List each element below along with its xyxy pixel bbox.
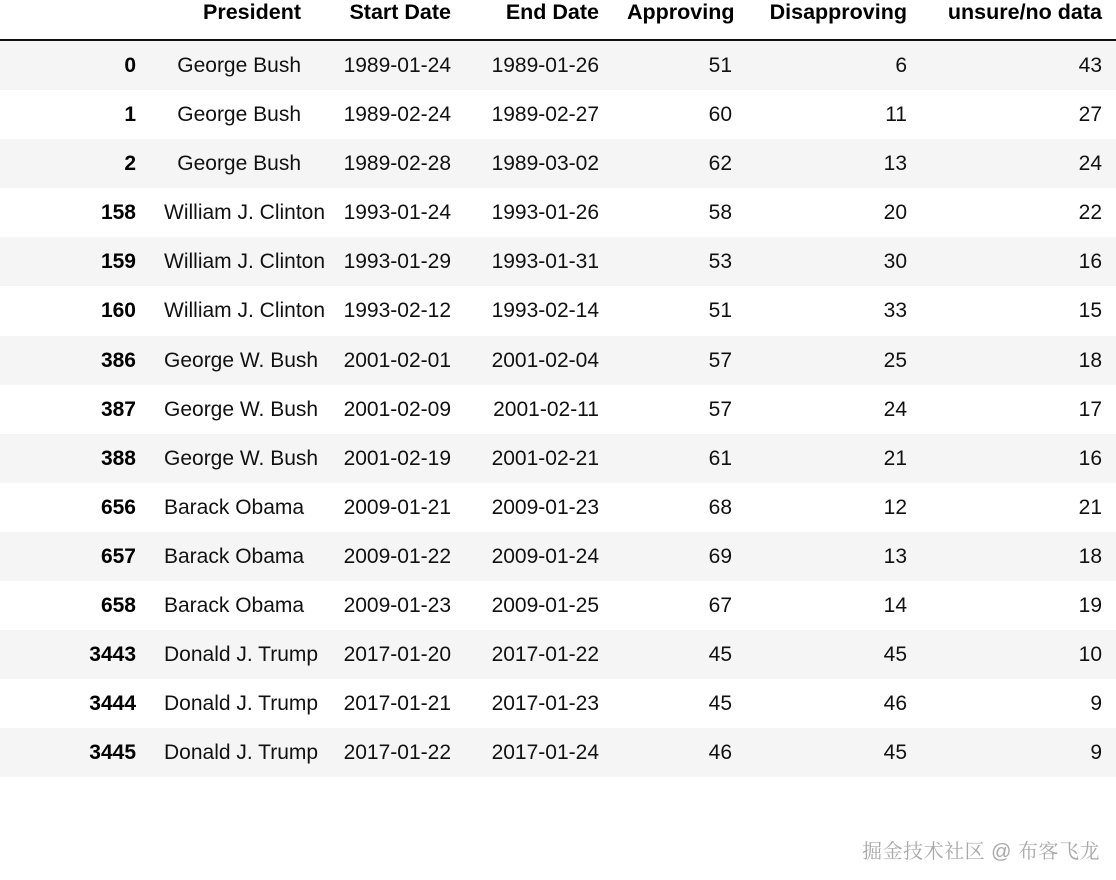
cell-disapproving: 12 <box>883 495 907 519</box>
table-body <box>0 40 1116 777</box>
cell-unsure: 9 <box>1090 741 1102 765</box>
cell-unsure: 16 <box>1078 250 1102 274</box>
cell-end-date: 1989-01-26 <box>491 54 599 77</box>
cell-start-date: 1993-01-29 <box>343 250 451 274</box>
table-header-row <box>0 0 1116 40</box>
cell-disapproving: 11 <box>885 103 907 127</box>
table-row <box>0 237 1116 286</box>
table-row <box>0 532 1116 581</box>
cell-start-date: 2017-01-21 <box>343 692 451 716</box>
cell-disapproving: 13 <box>883 544 907 568</box>
cell-approving: 61 <box>708 446 732 470</box>
cell-start-date: 2009-01-22 <box>343 544 451 568</box>
table-row <box>0 679 1116 728</box>
table-row <box>0 336 1116 385</box>
cell-start-date: 2017-01-22 <box>343 741 451 765</box>
cell-approving: 57 <box>708 348 732 372</box>
cell-disapproving: 13 <box>883 152 907 176</box>
cell-approving: 53 <box>708 250 732 274</box>
cell-disapproving: 46 <box>883 692 907 716</box>
table-row <box>0 581 1116 630</box>
column-header-start-date: Start Date <box>315 0 465 40</box>
cell-start-date: 2017-01-20 <box>343 643 451 667</box>
cell-unsure: 43 <box>1078 54 1102 77</box>
cell-president: Donald J. Trump <box>164 741 319 765</box>
table-row <box>0 483 1116 532</box>
cell-index: 3445 <box>89 741 136 765</box>
cell-start-date: 2001-02-09 <box>343 397 451 421</box>
cell-end-date: 1993-01-26 <box>491 201 599 225</box>
cell-disapproving: 45 <box>883 643 907 667</box>
table-row <box>0 728 1116 777</box>
cell-unsure: 19 <box>1078 594 1102 618</box>
cell-unsure: 24 <box>1078 152 1102 176</box>
cell-index: 387 <box>100 397 136 421</box>
cell-unsure: 18 <box>1078 348 1102 372</box>
cell-disapproving: 21 <box>883 446 907 470</box>
cell-index: 158 <box>100 201 136 225</box>
cell-unsure: 18 <box>1078 544 1102 568</box>
cell-unsure: 17 <box>1078 397 1102 421</box>
cell-index: 160 <box>100 299 136 323</box>
cell-end-date: 2017-01-23 <box>491 692 599 716</box>
cell-approving: 60 <box>708 103 732 127</box>
cell-start-date: 1993-01-24 <box>343 201 451 225</box>
cell-approving: 62 <box>708 152 732 176</box>
cell-disapproving: 25 <box>883 348 907 372</box>
cell-disapproving: 24 <box>883 397 907 421</box>
cell-end-date: 1993-01-31 <box>491 250 599 274</box>
cell-president: George Bush <box>177 103 301 127</box>
column-header-approving: Approving <box>613 0 746 40</box>
column-header-unsure: unsure/no data <box>921 0 1116 40</box>
cell-approving: 58 <box>708 201 732 225</box>
cell-start-date: 2001-02-01 <box>343 348 451 372</box>
table-row <box>0 139 1116 188</box>
table-row <box>0 286 1116 335</box>
cell-index: 657 <box>100 544 136 568</box>
cell-president: George W. Bush <box>164 446 319 470</box>
cell-disapproving: 45 <box>883 741 907 765</box>
cell-start-date: 2001-02-19 <box>343 446 451 470</box>
cell-index: 656 <box>100 495 136 519</box>
cell-start-date: 1989-02-24 <box>343 103 451 127</box>
table-row <box>0 188 1116 237</box>
cell-index: 159 <box>100 250 136 274</box>
cell-president: William J. Clinton <box>164 250 326 274</box>
column-header-president: President <box>150 0 315 40</box>
cell-start-date: 2009-01-21 <box>343 495 451 519</box>
cell-approving: 45 <box>708 643 732 667</box>
cell-approving: 45 <box>708 692 732 716</box>
cell-disapproving: 30 <box>883 250 907 274</box>
table-row <box>0 385 1116 434</box>
cell-unsure: 15 <box>1078 299 1102 323</box>
cell-end-date: 2009-01-24 <box>491 544 599 568</box>
cell-approving: 67 <box>708 594 732 618</box>
cell-approving: 57 <box>708 397 732 421</box>
cell-president: George W. Bush <box>164 397 319 421</box>
watermark: 掘金技术社区 @ 布客飞龙 <box>862 841 1100 863</box>
cell-unsure: 16 <box>1078 446 1102 470</box>
cell-president: Barack Obama <box>164 495 305 519</box>
cell-approving: 51 <box>708 299 732 323</box>
cell-unsure: 21 <box>1078 495 1102 519</box>
cell-approving: 51 <box>708 54 732 77</box>
cell-end-date: 2009-01-25 <box>491 594 599 618</box>
cell-index: 658 <box>100 594 136 618</box>
cell-end-date: 2001-02-21 <box>491 446 599 470</box>
column-header-index <box>0 0 150 40</box>
cell-unsure: 22 <box>1078 201 1102 225</box>
cell-president: George Bush <box>177 152 301 176</box>
cell-approving: 46 <box>708 741 732 765</box>
cell-end-date: 2001-02-04 <box>491 348 599 372</box>
cell-index: 3443 <box>89 643 136 667</box>
cell-end-date: 2017-01-22 <box>491 643 599 667</box>
cell-president: Barack Obama <box>164 594 305 618</box>
cell-end-date: 1989-03-02 <box>491 152 599 176</box>
cell-start-date: 1989-02-28 <box>343 152 451 176</box>
cell-end-date: 1993-02-14 <box>491 299 599 323</box>
cell-end-date: 2001-02-11 <box>493 397 599 421</box>
cell-index: 3444 <box>89 692 136 716</box>
cell-disapproving: 14 <box>883 594 907 618</box>
table-header <box>0 0 1116 40</box>
cell-president: Donald J. Trump <box>164 692 319 716</box>
cell-disapproving: 6 <box>895 54 907 77</box>
cell-index: 0 <box>124 54 136 77</box>
cell-president: George Bush <box>177 54 301 77</box>
cell-president: Donald J. Trump <box>164 643 319 667</box>
cell-end-date: 1989-02-27 <box>491 103 599 127</box>
cell-disapproving: 20 <box>883 201 907 225</box>
cell-end-date: 2009-01-23 <box>491 495 599 519</box>
column-header-disapproving: Disapproving <box>746 0 921 40</box>
table-row <box>0 90 1116 139</box>
cell-end-date: 2017-01-24 <box>491 741 599 765</box>
cell-index: 388 <box>100 446 136 470</box>
cell-president: William J. Clinton <box>164 201 326 225</box>
cell-president: George W. Bush <box>164 348 319 372</box>
cell-start-date: 2009-01-23 <box>343 594 451 618</box>
cell-unsure: 10 <box>1078 643 1102 667</box>
table-row <box>0 40 1116 90</box>
cell-unsure: 9 <box>1090 692 1102 716</box>
cell-start-date: 1989-01-24 <box>343 54 451 77</box>
table-row <box>0 630 1116 679</box>
cell-index: 2 <box>124 152 136 176</box>
cell-approving: 68 <box>708 495 732 519</box>
table-row <box>0 434 1116 483</box>
cell-index: 386 <box>100 348 136 372</box>
cell-president: Barack Obama <box>164 544 305 568</box>
cell-start-date: 1993-02-12 <box>343 299 451 323</box>
cell-index: 1 <box>124 103 136 127</box>
cell-approving: 69 <box>708 544 732 568</box>
cell-disapproving: 33 <box>883 299 907 323</box>
column-header-end-date: End Date <box>465 0 613 40</box>
cell-president: William J. Clinton <box>164 299 326 323</box>
cell-unsure: 27 <box>1078 103 1102 127</box>
